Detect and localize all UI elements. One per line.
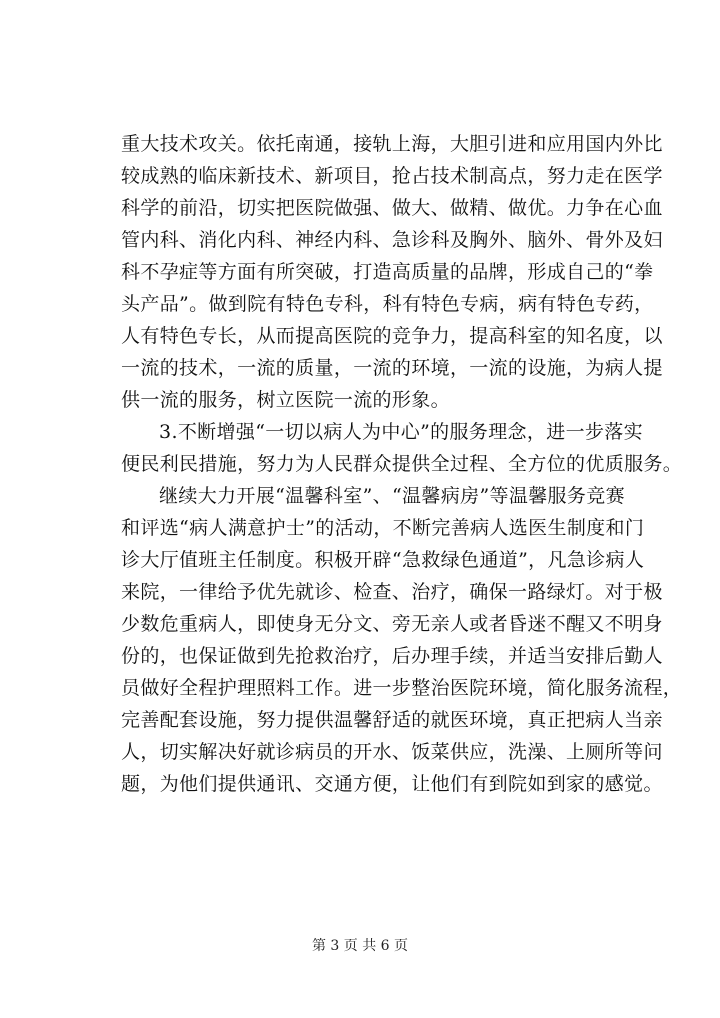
text-line: 便民利民措施，努力为人民群众提供全过程、全方位的优质服务。 [121, 453, 683, 475]
text-line: 一流的技术，一流的质量，一流的环境，一流的设施，为病人提 [121, 357, 663, 379]
text-line: 诊大厅值班主任制度。积极开辟“急救绿色通道”，凡急诊病人 [121, 549, 645, 571]
text-line: 员做好全程护理照料工作。进一步整治医院环境，简化服务流程， [121, 677, 683, 699]
text-line: 科学的前沿，切实把医院做强、做大、做精、做优。力争在心血 [121, 197, 663, 219]
text-line: 来院，一律给予优先就诊、检查、治疗，确保一路绿灯。对于极 [121, 581, 663, 603]
text-line: 3.不断增强“一切以病人为中心”的服务理念，进一步落实 [159, 421, 644, 443]
text-line: 和评选“病人满意护士”的活动，不断完善病人选医生制度和门 [121, 517, 645, 539]
paragraph-service-heading [121, 416, 683, 480]
document-body [121, 128, 683, 800]
text-line: 重大技术攻关。依托南通，接轨上海，大胆引进和应用国内外比 [121, 133, 663, 155]
text-line: 管内科、消化内科、神经内科、急诊科及胸外、脑外、骨外及妇 [121, 229, 663, 251]
text-line: 题，为他们提供通讯、交通方便，让他们有到院如到家的感觉。 [121, 773, 663, 795]
text-line: 人，切实解决好就诊病员的开水、饭菜供应，洗澡、上厕所等问 [121, 741, 663, 763]
text-line: 完善配套设施，努力提供温馨舒适的就医环境，真正把病人当亲 [121, 709, 663, 731]
paragraph-medical-technology [121, 128, 663, 416]
paragraph-service-measures [121, 480, 683, 800]
text-line: 较成熟的临床新技术、新项目，抢占技术制高点，努力走在医学 [121, 165, 663, 187]
text-line: 人有特色专长，从而提高医院的竞争力，提高科室的知名度，以 [121, 325, 663, 347]
text-line: 科不孕症等方面有所突破，打造高质量的品牌，形成自己的“拳 [121, 261, 654, 283]
text-line: 继续大力开展“温馨科室”、“温馨病房”等温馨服务竞赛 [159, 485, 625, 507]
text-line: 少数危重病人，即使身无分文、旁无亲人或者昏迷不醒又不明身 [121, 613, 663, 635]
page-number-footer: 第 3 页 共 6 页 [311, 938, 409, 954]
text-line: 供一流的服务，树立医院一流的形象。 [121, 389, 450, 411]
text-line: 份的，也保证做到先抢救治疗，后办理手续，并适当安排后勤人 [121, 645, 663, 667]
text-line: 头产品”。做到院有特色专科，科有特色专病，病有特色专药， [121, 293, 654, 315]
